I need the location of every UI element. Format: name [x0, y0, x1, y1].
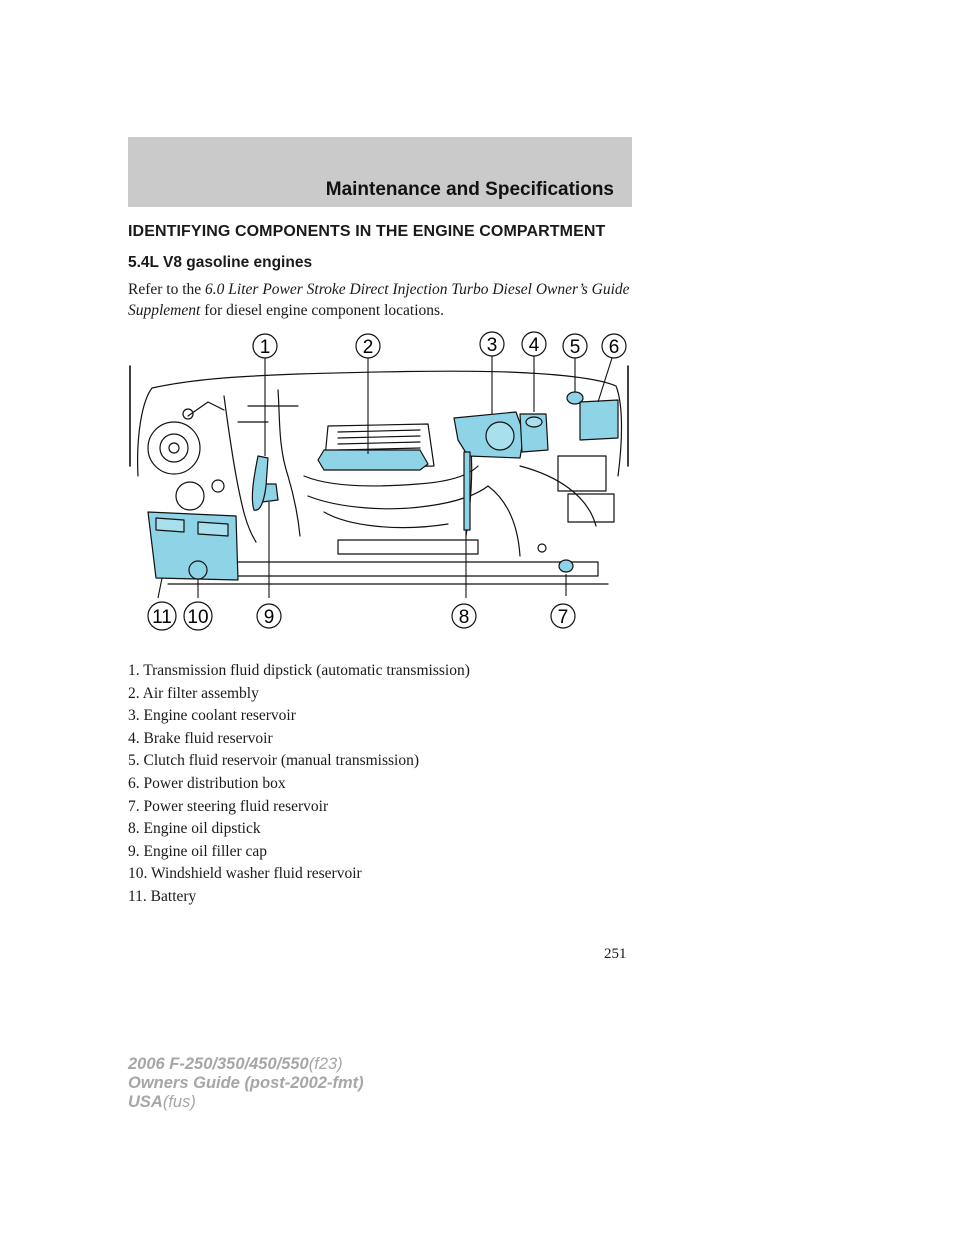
- legend-item: 10. Windshield washer fluid reservoir: [128, 865, 362, 883]
- legend-item: 7. Power steering fluid reservoir: [128, 797, 329, 815]
- engine-oil-dipstick: [464, 452, 470, 530]
- legend-item: 6. Power distribution box: [128, 774, 286, 792]
- section-title: IDENTIFYING COMPONENTS IN THE ENGINE COMPARTMENT: [128, 223, 606, 240]
- callout-3: [480, 332, 504, 356]
- washer-reservoir-cap: [189, 561, 207, 579]
- callout-1: [253, 334, 277, 358]
- callout-5: [563, 334, 587, 358]
- legend-item: 3. Engine coolant reservoir: [128, 707, 296, 725]
- intro-lead: Refer to the: [128, 281, 206, 298]
- legend-item: 1. Transmission fluid dipstick (automatic transmission): [128, 662, 470, 679]
- svg-text:9: 9: [263, 607, 275, 628]
- legend-item: 5. Clutch fluid reservoir (manual transmission): [128, 752, 419, 770]
- engine-subtitle: 5.4L V8 gasoline engines: [128, 254, 313, 271]
- page-number: 251: [604, 946, 627, 962]
- document-footer: [128, 1055, 364, 1112]
- svg-text:4: 4: [528, 335, 540, 356]
- svg-text:2: 2: [362, 337, 374, 358]
- svg-text:5: 5: [569, 337, 581, 358]
- svg-text:8: 8: [458, 607, 470, 628]
- callout-8: [452, 604, 476, 628]
- svg-text:11: 11: [152, 607, 172, 628]
- footer-model: 2006 F-250/350/450/550: [128, 1055, 309, 1073]
- callout-7: [551, 604, 575, 628]
- intro-paragraph: [128, 279, 648, 321]
- legend-item: 8. Engine oil dipstick: [128, 820, 261, 838]
- callout-6: [602, 334, 626, 358]
- legend-item: 9. Engine oil filler cap: [128, 842, 268, 860]
- callout-11: [148, 602, 176, 630]
- legend-item: 4. Brake fluid reservoir: [128, 729, 273, 747]
- power-distribution-box: [580, 400, 618, 440]
- intro-tail: for diesel engine component locations.: [200, 302, 444, 319]
- air-filter-assembly: [318, 450, 428, 470]
- page-header-title: Maintenance and Specifications: [325, 179, 614, 200]
- svg-text:10: 10: [187, 607, 209, 628]
- power-steering-reservoir: [559, 560, 573, 572]
- callout-2: [356, 334, 380, 358]
- svg-text:6: 6: [608, 337, 620, 358]
- footer-market: USA: [128, 1093, 163, 1111]
- legend-item: 11. Battery: [128, 887, 197, 905]
- footer-guide: Owners Guide (post-2002-fmt): [128, 1074, 364, 1092]
- engine-compartment-illustration: [128, 326, 632, 638]
- footer-market-code: (fus): [162, 1093, 196, 1111]
- callout-9: [257, 604, 281, 628]
- supplement-title: 6.0 Liter Power Stroke Direct Injection Turbo Diesel Owner’s Guide Supplement: [128, 281, 630, 319]
- callout-10: [184, 602, 212, 630]
- legend-item: 2. Air filter assembly: [128, 684, 259, 702]
- svg-text:3: 3: [486, 335, 498, 356]
- component-legend: [128, 660, 648, 909]
- callout-4: [522, 332, 546, 356]
- header-band: [128, 137, 632, 207]
- svg-text:7: 7: [557, 607, 569, 628]
- footer-model-code: (f23): [308, 1055, 343, 1073]
- svg-text:1: 1: [259, 337, 271, 358]
